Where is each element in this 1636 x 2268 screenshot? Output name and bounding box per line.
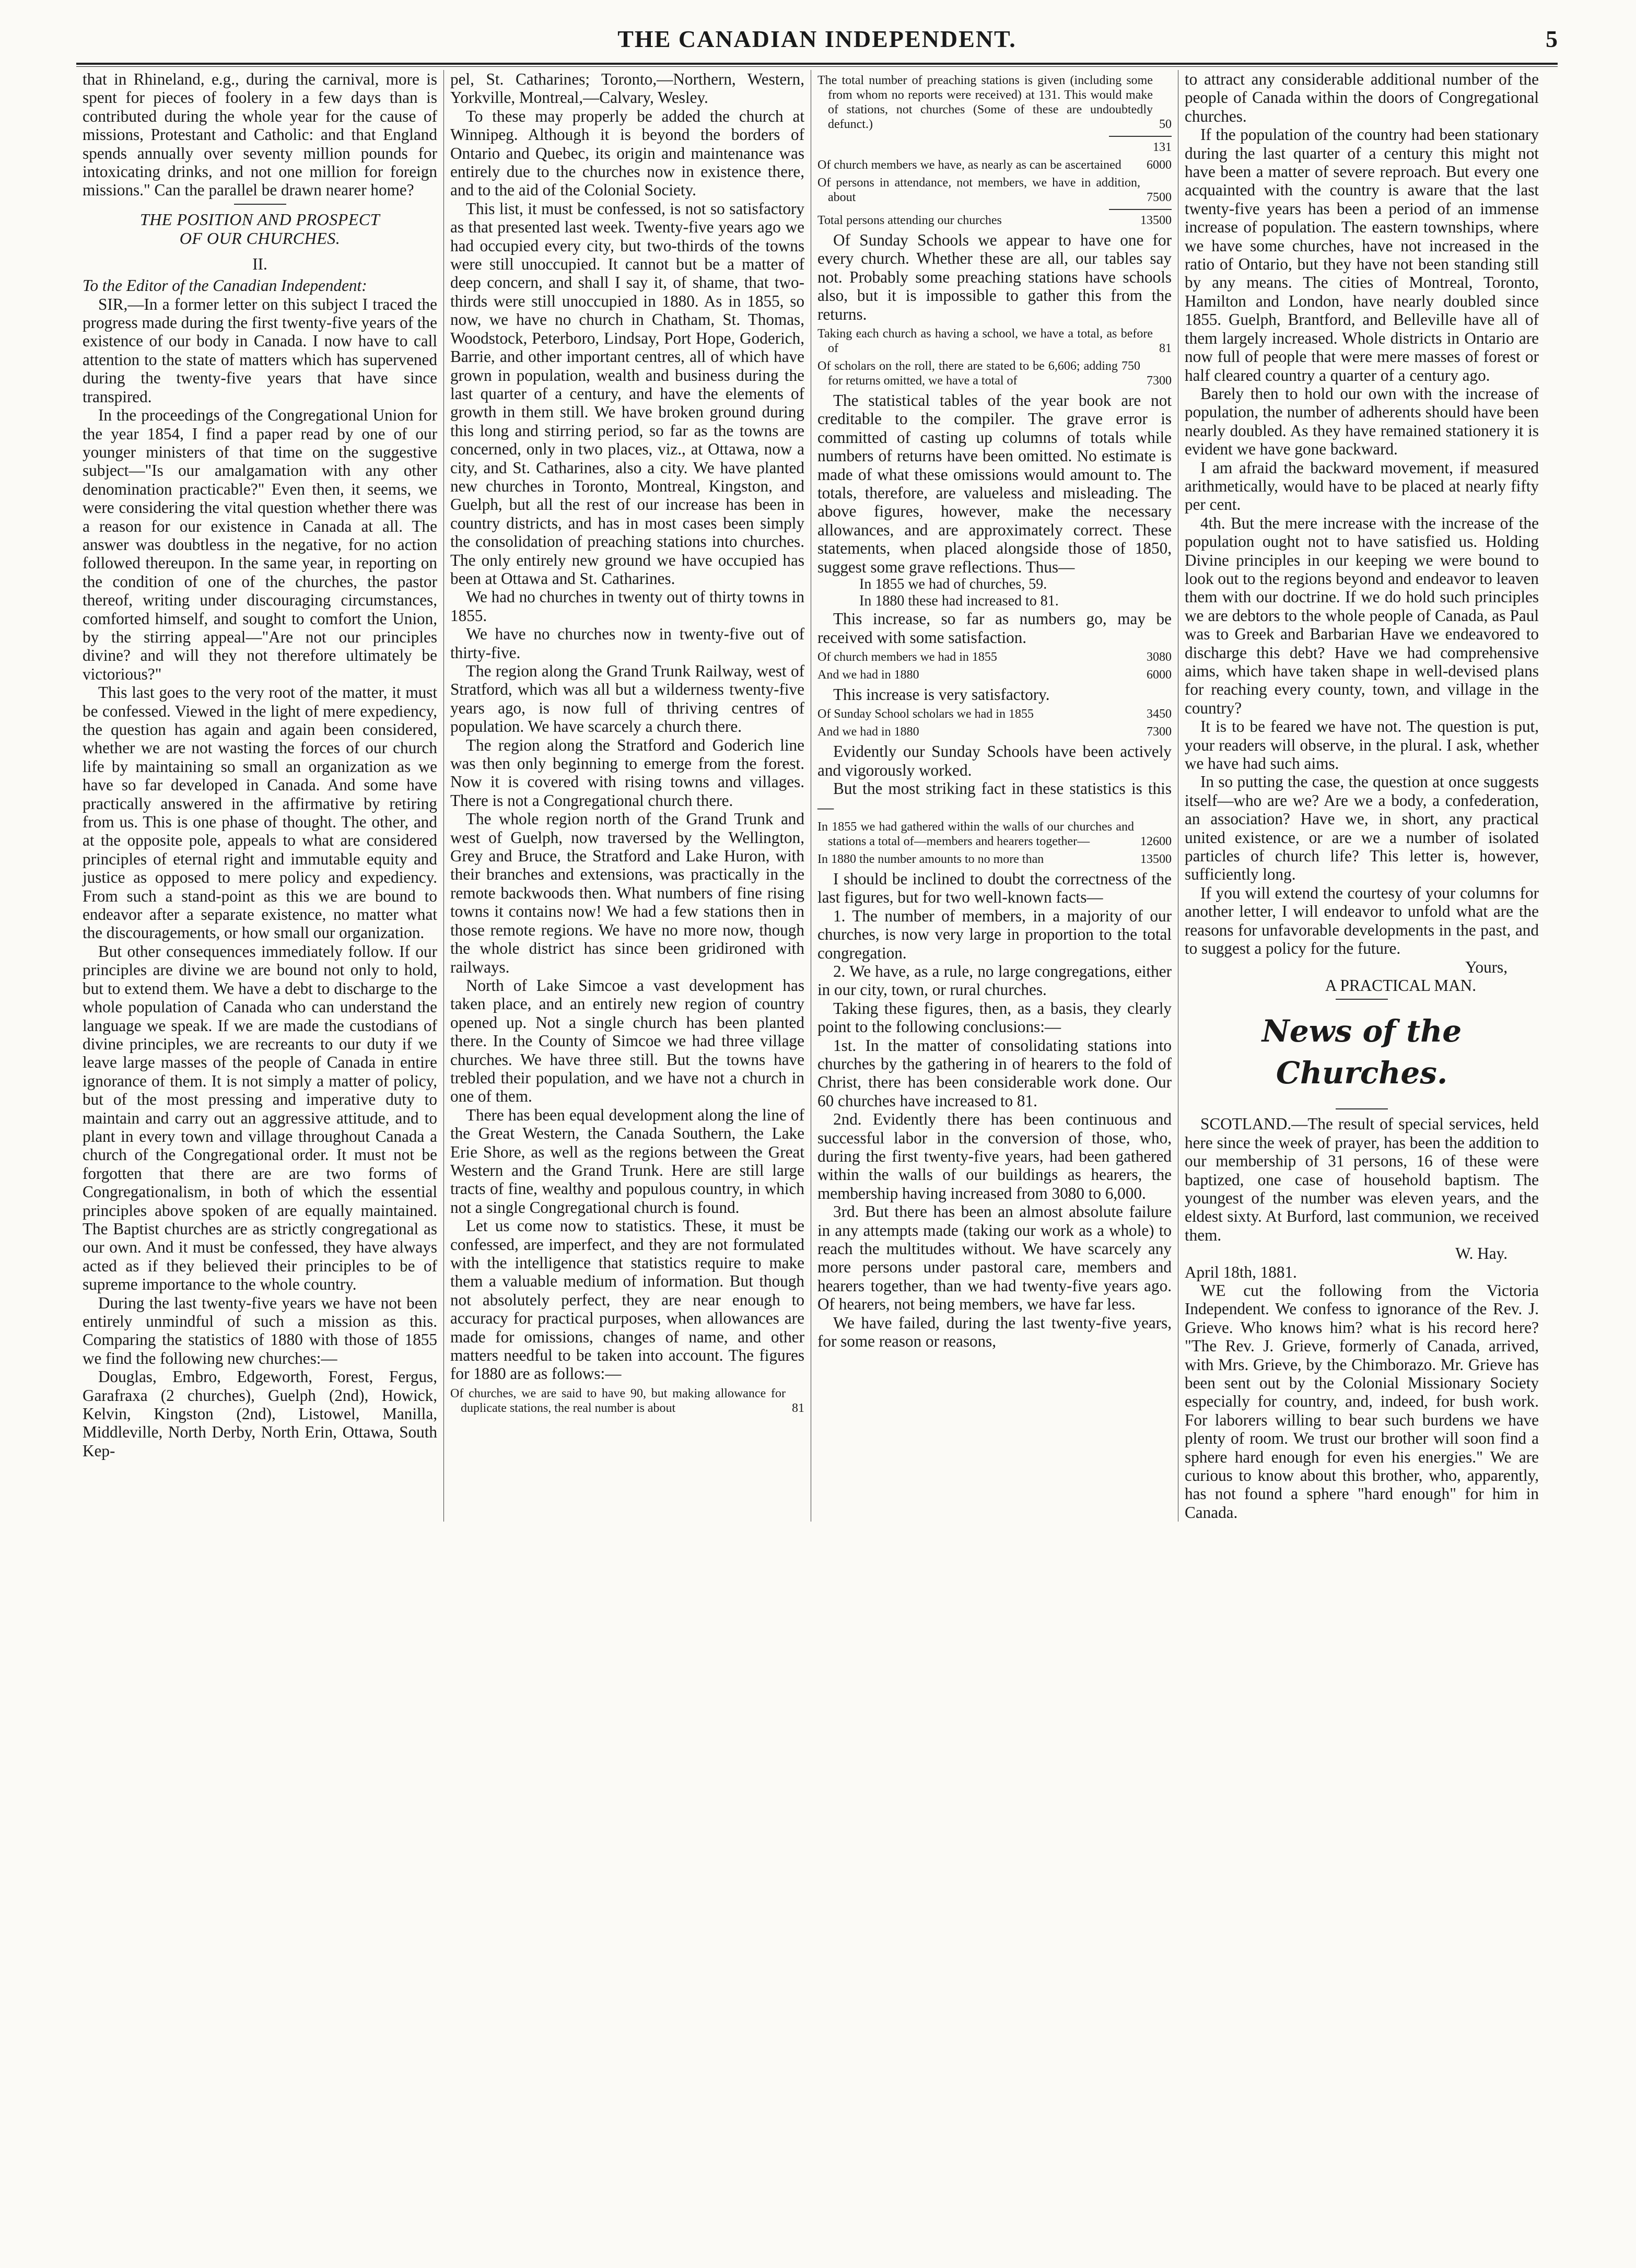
paragraph: 4th. But the mere increase with the increase of the population ought not to have satisfied us. Holding Divine principles in our keeping we were bound to look out to the regions beyond and endeavor to leaven them with our doctrine. If we do hold such principles we are debtors to the whole people of Canada, as Paul was to Greek and Barbarian Have we endeavored to discharge this debt? Have we had comprehensive aims, which have taken shape in well-devised plans for reaching every county, town, and village in the country? [1185,513,1539,717]
paragraph: I should be inclined to doubt the correctness of the last figures, but for two well-known facts— [817,869,1172,907]
statistic-label: In 1880 the number amounts to no more than [817,852,1044,866]
paragraph: But the most striking fact in these statistics is this— [817,779,1172,816]
paragraph: 3rd. But there has been an almost absolute failure in any attempts made (taking our work as a whole) to reach the multitudes without. We have scarcely any more persons under pastoral care, members and hearers together, than we had twenty-five years ago. Of hearers, not being members, we have far less. [817,1202,1172,1314]
total-rule [1109,136,1172,137]
statistic-row [817,668,1172,682]
page-number: 5 [1546,26,1558,52]
total-rule [1109,209,1172,210]
column-4 [1178,70,1545,1522]
article-heading [83,210,437,248]
paragraph: Evidently our Sunday Schools have been actively and vigorously worked. [817,742,1172,779]
columns [76,70,1558,1522]
column-1 [76,70,443,1522]
paragraph: SIR,—In a former letter on this subject I traced the progress made during the first twenty-five years of the existence of our body in Canada. I now have to call attention to the state of matters which has supervened during the twenty-five years that have since transpired. [83,295,437,406]
statistic-value: 50 [1159,118,1172,131]
paragraph: If the population of the country had been stationary during the last quarter of a century this might not have been a matter of severe reproach. But every one acquainted with the country is aware that the last twenty-five years has been a period of an immense increase of population. The eastern townships, where we have some churches, have not increased in the ratio of Ontario, but they have not been standing still by any means. The cities of Montreal, Toronto, Hamilton and London, have nearly doubled since 1855. Guelph, Brantford, and Belleville have all of them largely increased. Whole districts in Ontario are now full of people that were mere masses of forest or half cleared country a quarter of a century ago. [1185,125,1539,384]
paragraph: In the proceedings of the Congregational Union for the year 1854, I find a paper read by one of our younger ministers of that time on the suggestive subject—"Is our amalgamation with any other denomination practicable?" Even then, it seems, we were considering the vital question whether there was a reason for our existence in Canada at all. The answer was doubtless in the negative, for no action followed thereupon. In the same year, in reporting on the condition of one of the churches, the pastor thereof, writing under discouraging circumstances, comforted himself, and sought to comfort the Union, by the stirring appeal—"Are not our principles divine? and will they not therefore ultimately be victorious?" [83,406,437,683]
statistic-value: 12600 [1140,834,1172,848]
statistic-row [817,213,1172,228]
statistic-label: Of church members we had in 1855 [817,650,997,664]
paragraph: that in Rhineland, e.g., during the carnival, more is spent for pieces of foolery in a few days than is contributed during the whole year for the cause of missions, Protestant and Catholic: and that England spends annually over seventy million pounds for intoxicating drinks, and not one million for foreign missions." Can the parallel be drawn nearer home? [83,70,437,200]
paragraph: I am afraid the backward movement, if measured arithmetically, would have to be placed at nearly fifty per cent. [1185,458,1539,514]
statistic-label: And we had in 1880 [817,725,919,739]
letter-address: To the Editor of the Canadian Independent: [83,276,367,295]
heading-line: THE POSITION AND PROSPECT [139,209,380,229]
paragraph: 2. We have, as a rule, no large congregations, either in our city, town, or rural churches. [817,962,1172,999]
statistic-value: 3450 [1147,707,1172,721]
paragraph: The region along the Grand Trunk Railway, west of Stratford, which was all but a wilderness twenty-five years ago, is now full of thriving centres of population. We have scarcely a church there. [450,662,804,736]
statistic-value: 6000 [1147,668,1172,682]
column-2 [443,70,811,1522]
statistic-label: Taking each church as having a school, we have a total, as before of [817,327,1153,356]
statistic-row [817,73,1172,132]
statistic-value: 13500 [1140,852,1172,866]
statistic-value: 13500 [1140,214,1172,227]
paragraph: 1st. In the matter of consolidating stations into churches by the gathering in of hearers to the fold of Christ, there has been considerable work done. Our 60 churches have increased to 81. [817,1036,1172,1110]
paragraph: During the last twenty-five years we have not been entirely unmindful of such a mission as this. Comparing the statistics of 1880 with those of 1855 we find the following new churches:— [83,1293,437,1367]
indented-line: In 1855 we had of churches, 59. [859,576,1047,593]
paragraph: The whole region north of the Grand Trunk and west of Guelph, now traversed by the Wellington, Grey and Bruce, the Stratford and Lake Huron, with their branches and extensions, was practically in the remote backwoods then. What numbers of fine rising towns it contains now! We had a few stations then in those remote regions. We have no more now, though the whole district has since been gridironed with railways. [450,810,804,976]
paragraph: We have no churches now in twenty-five out of thirty-five. [450,625,804,662]
statistic-row [817,820,1172,849]
paragraph: SCOTLAND.—The result of special services, held here since the week of prayer, has been the addition to our membership of 31 persons, 16 of these were baptized, one case of household baptism. The youngest of the number was eleven years, and the eldest sixty. At Burford, last communion, we received them. [1185,1115,1539,1244]
paragraph: This last goes to the very root of the matter, it must be confessed. Viewed in the light of mere expediency, the question has again and again been considered, whether we are not wasting the forces of our church life by maintaining so small an organization as we have so far developed in Canada. And some have practically answered in the affirmative by retiring from us. This is one phase of thought. The other, and at the opposite pole, appeals to what are considered principles of eternal right and immutable equity and justice as opposed to mere policy and expediency. From such a stand-point as this we are bound to endeavor after a separate existence, no matter what the discouragements, or how small our organization. [83,683,437,942]
statistic-row [817,326,1172,356]
statistic-value: 3080 [1147,650,1172,664]
paragraph: 2nd. Evidently there has been continuous and successful labor in the conversion of those, who, during the first twenty-five years, had been gathered within the walls of our buildings as hearers, the membership having increased from 3080 to 6,000. [817,1110,1172,1202]
paragraph: In so putting the case, the question at once suggests itself—who are we? Are we a body, a confederation, an association? Have we, in short, any practical united existence, or are we a number of isolated particles of church life? This letter is, however, sufficiently long. [1185,773,1539,884]
statistic-value: 7500 [1147,191,1172,204]
signature: W. Hay. [1455,1244,1508,1263]
statistic-value: 7300 [1147,374,1172,388]
divider [234,204,286,205]
statistic-label: Total persons attending our churches [817,214,1002,227]
statistic-row [817,158,1172,172]
page-header [76,22,1558,63]
statistic-label: In 1855 we had gathered within the walls of our churches and stations a total of—members and hearers together— [817,820,1134,848]
paragraph: But other consequences immediately follow. If our principles are divine we are bound not only to hold, but to extend them. We have a debt to discharge to the whole population of Canada who can understand the language we speak. If we are made the custodians of divine principles, we are recreants to our duty if we leave large masses of the people of Canada in entire ignorance of them. It is not simply a matter of policy, but of the most pressing and imperative duty to maintain and carry out an aggressive attitude, and to plant in every town and village throughout Canada a church of the Congregational order. It must not be forgotten that there are are two forms of Congregationalism, in both of which the essential principles above spoken of are equally maintained. The Baptist churches are as strictly congregational as our own. And it must be confessed, they have always acted as if they believed their principles to be of supreme importance to the whole country. [83,942,437,1294]
statistic-row [817,176,1172,205]
section-heading: News of the Churches. [1261,1013,1462,1091]
statistic-value: 7300 [1147,725,1172,739]
statistic-label: Of persons in attendance, not members, we have in addition, about [817,176,1140,204]
paragraph: to attract any considerable additional number of the people of Canada within the doors of Congregational churches. [1185,70,1539,125]
column-3 [811,70,1178,1522]
paragraph: It is to be feared we have not. The question is put, your readers will observe, in the plural. I ask, whether we have had such aims. [1185,717,1539,773]
statistic-row [817,650,1172,664]
statistic-value: 81 [1159,342,1172,356]
paragraph: Let us come now to statistics. These, it must be confessed, are imperfect, and they are not formulated with the intelligence that statistics require to make them a valuable medium of information. But though not absolutely perfect, they are near enough to accuracy for practical purposes, when allowances are made for omissions, changes of name, and other matters needful to be taken into account. The figures for 1880 are as follows:— [450,1217,804,1383]
statistic-label: Of Sunday School scholars we had in 1855 [817,707,1034,721]
statistic-row [450,1386,804,1416]
statistic-row [817,852,1172,867]
paragraph: There has been equal development along the line of the Great Western, the Canada Southern, the Lake Erie Shore, as well as the regions between the Great Western and the Grand Trunk. Here are still large tracts of fine, wealthy and populous country, in which not a single Congregational church is found. [450,1105,804,1217]
masthead-title: THE CANADIAN INDEPENDENT. [617,26,1016,52]
divider [1336,1108,1388,1109]
statistic-label: The total number of preaching stations is given (including some from whom no reports were received) at 131. This would make of stations, not churches (Some of these are undoubtedly defunct.) [817,74,1153,131]
statistic-row [817,724,1172,739]
paragraph: We have failed, during the last twenty-five years, for some reason or reasons, [817,1313,1172,1351]
statistic-total [817,140,1172,155]
paragraph: We had no churches in twenty out of thirty towns in 1855. [450,588,804,625]
statistic-value: 6000 [1147,158,1172,172]
heading-line: OF OUR CHURCHES. [179,228,341,248]
closing: Yours, [1465,957,1508,976]
paragraph: Barely then to hold our own with the increase of population, the number of adherents should have been nearly doubled. As they have remained stationery it is evident we have gone backward. [1185,384,1539,459]
paragraph: North of Lake Simcoe a vast development has taken place, and an entirely new region of country opened up. Not a single church has been planted there. In the County of Simcoe we had three village churches. We have three still. But the towns have trebled their population, and we have not a church in one of them. [450,976,804,1106]
statistic-value: 131 [1153,141,1172,154]
paragraph: pel, St. Catharines; Toronto,—Northern, Western, Yorkville, Montreal,—Calvary, Wesley. [450,70,804,107]
paragraph: The statistical tables of the year book are not creditable to the compiler. The grave error is committed of casting up columns of totals while numbers of returns have been omitted. No estimate is made of what these omissions would amount to. The totals, therefore, are valueless and misleading. The above figures, however, make the necessary allowances, and are approximately correct. These statements, when placed alongside those of 1850, suggest some grave reflections. Thus— [817,391,1172,576]
paragraph: This increase, so far as numbers go, may be received with some satisfaction. [817,610,1172,647]
statistic-label: Of churches, we are said to have 90, but making allowance for duplicate stations, the real number is about [450,1386,786,1415]
paragraph: This increase is very satisfactory. [833,685,1050,704]
statistic-row [817,707,1172,721]
paragraph: This list, it must be confessed, is not so satisfactory as that presented last week. Twenty-five years ago we had occupied every city, but two-thirds of the towns were still unoccupied. It cannot but be a matter of deep concern, and shall I say it, of shame, that two-thirds were still unoccupied in 1880. As in 1855, so now, we have no church in Chatham, St. Thomas, Woodstock, Peterboro, Lindsay, Port Hope, Goderich, Barrie, and other important centres, all of which have grown in population, wealth and business during the last quarter of a century, and have the elements of growth in them still. We have broken ground during this long and stirring period, so far as the towns are concerned, only in two places, viz., at Ottawa, now a city, and St. Catharines, also a city. We have planted new churches in Toronto, Montreal, Kingston, and Guelph, but all the rest of our increase has been in country districts, and has in most cases been simply the consolidation of preaching stations into churches. The only entirely new ground we have occupied has been at Ottawa and St. Catharines. [450,199,804,588]
paragraph: The region along the Stratford and Goderich line was then only beginning to emerge from the forest. Now it is covered with rising towns and villages. There is not a Congregational church there. [450,735,804,810]
dateline: April 18th, 1881. [1185,1262,1297,1281]
paragraph: Douglas, Embro, Edgeworth, Forest, Fergus, Garafraxa (2 churches), Guelph (2nd), Howick, Kelvin, Kingston (2nd), Listowel, Manilla, Middleville, North Derby, North Erin, Ottawa, South Kep- [83,1367,437,1460]
paragraph: To these may properly be added the church at Winnipeg. Although it is beyond the borders of Ontario and Quebec, its origin and maintenance was entirely due to the churches now in existence there, and to the aid of the Colonial Society. [450,107,804,200]
indented-line: In 1880 these had increased to 81. [859,593,1059,610]
statistic-value: 81 [792,1401,804,1415]
header-rule [76,63,1558,67]
paragraph: WE cut the following from the Victoria Independent. We confess to ignorance of the Rev. J. Grieve. Who knows him? what is his record here? "The Rev. J. Grieve, formerly of Canada, arrived, with Mrs. Grieve, by the Chimborazo. Mr. Grieve has been sent out by the Colonial Missionary Society especially for country, and, indeed, for bush work. For laborers willing to bear such burdens we have plenty of room. We trust our brother will soon find a sphere hard enough for even his energies." We are curious to know about this brother, who, apparently, has not found a sphere "hard enough" for him in Canada. [1185,1281,1539,1522]
part-number: II. [252,254,267,273]
signature: A PRACTICAL MAN. [1325,976,1476,995]
paragraph: Of Sunday Schools we appear to have one for every church. Whether these are all, our tables say not. Probably some preaching stations have schools also, but it is impossible to gather this from the returns. [817,231,1172,323]
statistic-label: And we had in 1880 [817,668,919,682]
statistic-row [817,359,1172,388]
paragraph: 1. The number of members, in a majority of our churches, is now very large in proportion to the total congregation. [817,906,1172,962]
paragraph: Taking these figures, then, as a basis, they clearly point to the following conclusions:— [817,999,1172,1036]
paragraph: If you will extend the courtesy of your columns for another letter, I will endeavor to unfold what are the reasons for unfavorable developments in the past, and to suggest a policy for the future. [1185,883,1539,958]
divider [1336,999,1388,1000]
statistic-label: Of scholars on the roll, there are stated to be 6,606; adding 750 for returns omitted, we have a total of [817,359,1140,388]
statistic-label: Of church members we have, as nearly as can be ascertained [817,158,1121,172]
